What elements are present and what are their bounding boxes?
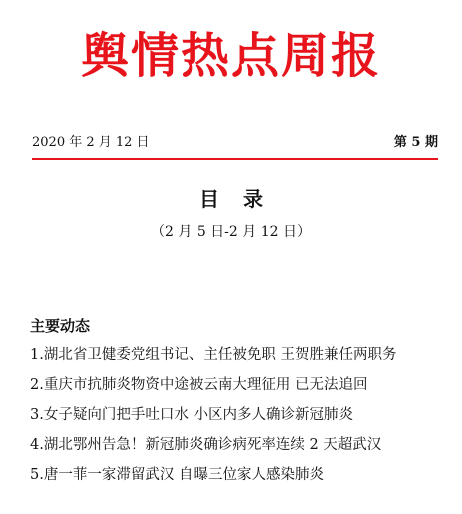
headline-item[interactable]: 3.女子疑向门把手吐口水 小区内多人确诊新冠肺炎	[30, 407, 353, 423]
headline-item[interactable]: 2.重庆市抗肺炎物资中途被云南大理征用 已无法追回	[30, 377, 368, 393]
toc-title: 目录	[199, 187, 287, 211]
section-heading: 主要动态	[30, 317, 91, 335]
headline-item[interactable]: 1.湖北省卫健委党组书记、主任被免职 王贺胜兼任两职务	[30, 347, 397, 363]
masthead-title: 舆情热点周报	[80, 28, 381, 84]
issue-meta	[32, 134, 438, 152]
headline-item[interactable]: 5.唐一菲一家滞留武汉 自曝三位家人感染肺炎	[30, 467, 324, 483]
issue-date: 2020 年 2 月 12 日	[32, 135, 150, 150]
headline-item[interactable]: 4.湖北鄂州告急！新冠肺炎确诊病死率连续 2 天超武汉	[30, 437, 382, 453]
headline-list	[30, 344, 450, 494]
toc-date-range: （2 月 5 日-2 月 12 日）	[151, 224, 311, 240]
red-divider	[32, 158, 438, 160]
issue-number: 第 5 期	[393, 135, 438, 150]
